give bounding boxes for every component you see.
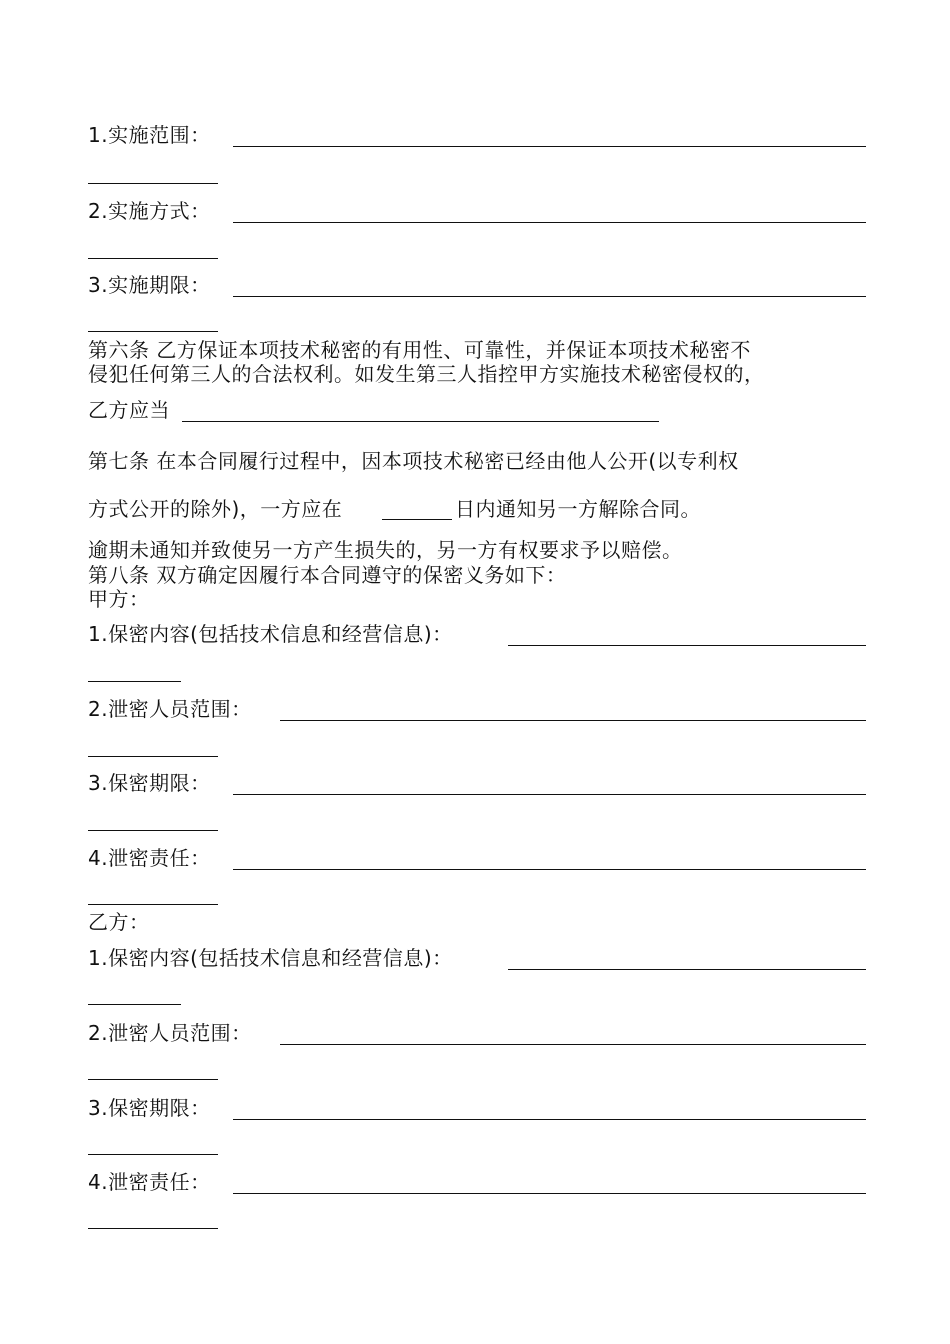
article6-line3: 乙方应当 xyxy=(88,398,170,422)
party-a-personnel-scope-label: 2.泄密人员范围： xyxy=(88,697,252,721)
implementation-scope-field-continued[interactable] xyxy=(88,183,218,184)
party-b-personnel-scope-field-continued[interactable] xyxy=(88,1079,218,1080)
party-b-personnel-scope-label: 2.泄密人员范围： xyxy=(88,1021,252,1045)
article7-line3: 逾期未通知并致使另一方产生损失的，另一方有权要求予以赔偿。 xyxy=(88,538,683,562)
party-b-obligation-field[interactable] xyxy=(182,421,659,422)
implementation-period-field[interactable] xyxy=(233,296,866,297)
notice-days-field[interactable] xyxy=(382,519,452,520)
implementation-period-label: 3.实施期限： xyxy=(88,273,211,297)
article7-line1: 第七条 在本合同履行过程中，因本项技术秘密已经由他人公开(以专利权 xyxy=(88,449,739,473)
party-a-confidential-content-field-continued[interactable] xyxy=(88,681,181,682)
party-b-personnel-scope-field[interactable] xyxy=(280,1044,866,1045)
party-b-confidentiality-period-label: 3.保密期限： xyxy=(88,1096,211,1120)
party-a-confidential-content-label: 1.保密内容(包括技术信息和经营信息)： xyxy=(88,622,453,646)
party-a-confidentiality-period-field[interactable] xyxy=(233,794,866,795)
party-b-confidential-content-field-continued[interactable] xyxy=(88,1004,181,1005)
party-b-liability-label: 4.泄密责任： xyxy=(88,1170,211,1194)
implementation-method-label: 2.实施方式： xyxy=(88,199,211,223)
article7-line2a: 方式公开的除外)，一方应在 xyxy=(88,497,343,521)
implementation-method-field[interactable] xyxy=(233,222,866,223)
party-b-confidential-content-label: 1.保密内容(包括技术信息和经营信息)： xyxy=(88,946,453,970)
party-b-heading: 乙方： xyxy=(88,910,150,934)
party-a-heading: 甲方： xyxy=(88,587,150,611)
article6-line1: 第六条 乙方保证本项技术秘密的有用性、可靠性，并保证本项技术秘密不 xyxy=(88,338,751,362)
party-a-confidentiality-period-label: 3.保密期限： xyxy=(88,771,211,795)
implementation-method-field-continued[interactable] xyxy=(88,258,218,259)
party-a-personnel-scope-field[interactable] xyxy=(280,720,866,721)
article7-line2b: 日内通知另一方解除合同。 xyxy=(455,497,701,521)
party-a-confidential-content-field[interactable] xyxy=(508,645,866,646)
party-a-confidentiality-period-field-continued[interactable] xyxy=(88,830,218,831)
party-a-personnel-scope-field-continued[interactable] xyxy=(88,756,218,757)
article8-intro: 第八条 双方确定因履行本合同遵守的保密义务如下： xyxy=(88,563,567,587)
party-b-confidential-content-field[interactable] xyxy=(508,969,866,970)
article6-line2: 侵犯任何第三人的合法权利。如发生第三人指控甲方实施技术秘密侵权的， xyxy=(88,362,765,386)
implementation-scope-field[interactable] xyxy=(233,146,866,147)
party-a-liability-field[interactable] xyxy=(233,869,866,870)
party-a-liability-label: 4.泄密责任： xyxy=(88,846,211,870)
party-b-liability-field-continued[interactable] xyxy=(88,1228,218,1229)
party-b-liability-field[interactable] xyxy=(233,1193,866,1194)
implementation-scope-label: 1.实施范围： xyxy=(88,123,211,147)
party-b-confidentiality-period-field[interactable] xyxy=(233,1119,866,1120)
party-b-confidentiality-period-field-continued[interactable] xyxy=(88,1154,218,1155)
party-a-liability-field-continued[interactable] xyxy=(88,904,218,905)
implementation-period-field-continued[interactable] xyxy=(88,331,218,332)
